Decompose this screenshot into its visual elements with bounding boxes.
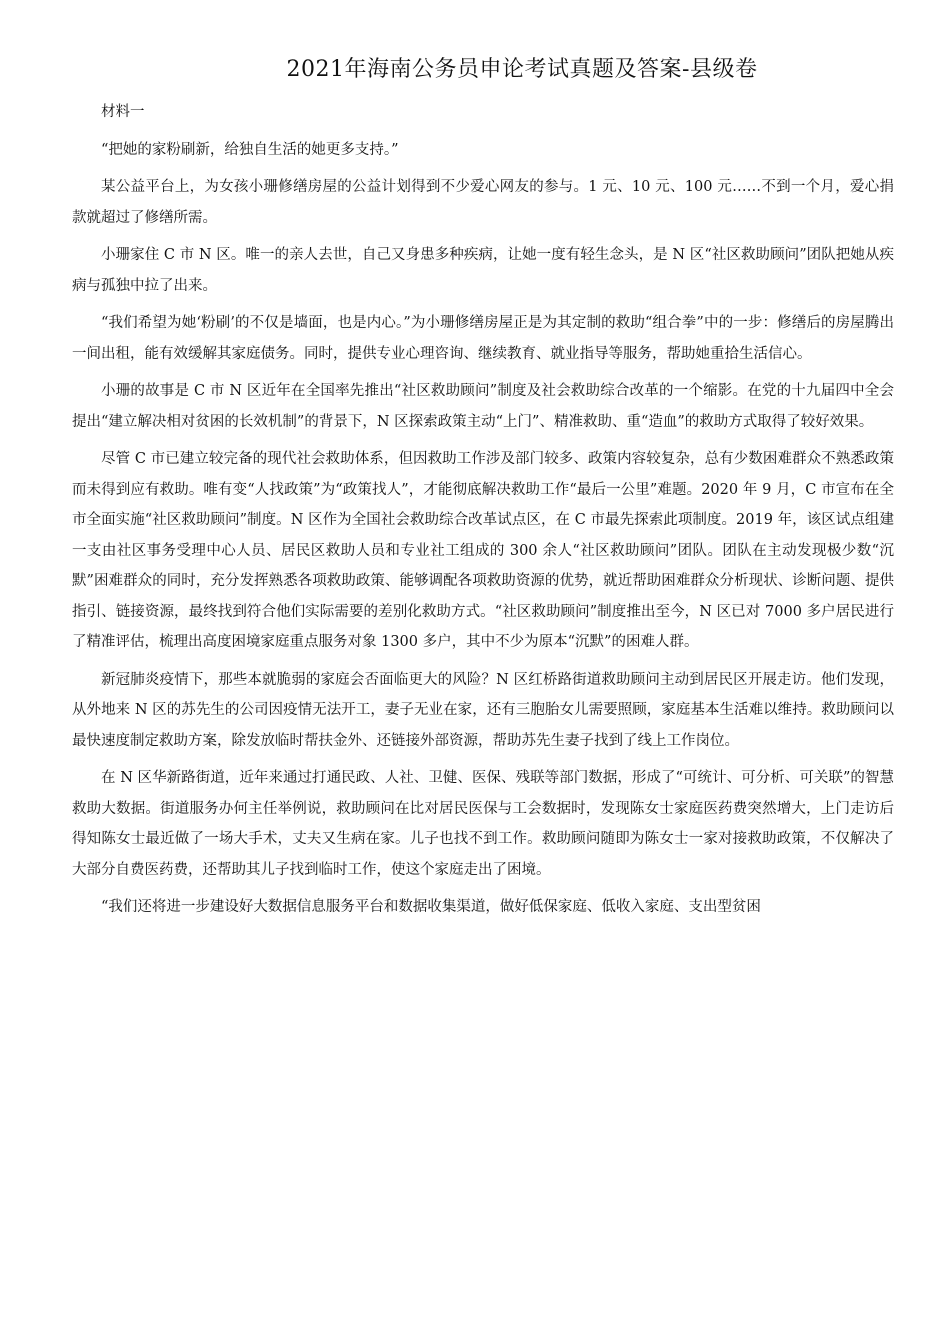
paragraph: 新冠肺炎疫情下，那些本就脆弱的家庭会否面临更大的风险？N 区红桥路街道救助顾问主动到居民区开展走访。他们发现，从外地来 N 区的苏先生的公司因疫情无法开工，妻子无业在家，还有三胞胎女儿需要照顾，家庭基本生活难以维持。救助顾问以最快速度制定救助方案，除发放临时帮扶金外、还链接外部资源，帮助苏先生妻子找到了线上工作岗位。 <box>72 671 894 749</box>
paragraph: “把她的家粉刷新，给独自生活的她更多支持。” <box>101 141 399 158</box>
document-body <box>72 97 894 923</box>
document-title: 2021年海南公务员申论考试真题及答案-县级卷 <box>286 57 758 82</box>
paragraph: “我们还将进一步建设好大数据信息服务平台和数据收集渠道，做好低保家庭、低收入家庭、支出型贫困 <box>101 899 761 915</box>
paragraph: 在 N 区华新路街道，近年来通过打通民政、人社、卫健、医保、残联等部门数据，形成了“可统计、可分析、可关联”的智慧救助大数据。街道服务办何主任举例说，救助顾问在比对居民医保与工会数据时，发现陈女士家庭医药费突然增大，上门走访后得知陈女士最近做了一场大手术，丈夫又生病在家。儿子也找不到工作。救助顾问随即为陈女士一家对接救助政策，不仅解决了大部分自费医药费，还帮助其儿子找到临时工作，使这个家庭走出了困境。 <box>72 770 894 878</box>
section-label: 材料一 <box>101 104 145 120</box>
paragraph: 小珊家住 C 市 N 区。唯一的亲人去世，自己又身患多种疾病，让她一度有轻生念头，是 N 区“社区救助顾问”团队把她从疾病与孤独中拉了出来。 <box>72 247 894 294</box>
paragraph: 尽管 C 市已建立较完备的现代社会救助体系，但因救助工作涉及部门较多、政策内容较复杂，总有少数困难群众不熟悉政策而未得到应有救助。唯有变“人找政策”为“政策找人”，才能彻底解决救助工作“最后一公里”难题。2020 年 9 月，C 市宣布在全市全面实施“社区救助顾问”制度。N 区作为全国社会救助综合改革试点区，在 C 市最先探索此项制度。2019 年，该区试点组建一支由社区事务受理中心人员、居民区救助人员和专业社工组成的 300 余人“社区救助顾问”团队。团队在主动发现极少数“沉默”困难群众的同时，充分发挥熟悉各项救助政策、能够调配各项救助资源的优势，就近帮助困难群众分析现状、诊断问题、提供指引、链接资源，最终找到符合他们实际需要的差别化救助方式。“社区救助顾问”制度推出至今，N 区已对 7000 多户居民进行了精准评估，梳理出高度困境家庭重点服务对象 1300 多户，其中不少为原本“沉默”的困难人群。 <box>72 451 894 650</box>
paragraph: 小珊的故事是 C 市 N 区近年在全国率先推出“社区救助顾问”制度及社会救助综合改革的一个缩影。在党的十九届四中全会提出“建立解决相对贫困的长效机制”的背景下，N 区探索政策主动“上门”、精准救助、重“造血”的救助方式取得了较好效果。 <box>72 383 894 430</box>
paragraph: 某公益平台上，为女孩小珊修缮房屋的公益计划得到不少爱心网友的参与。1 元、10 元、100 元……不到一个月，爱心捐款就超过了修缮所需。 <box>72 179 894 226</box>
paragraph: “我们希望为她‘粉刷’的不仅是墙面，也是内心。”为小珊修缮房屋正是为其定制的救助“组合拳”中的一步：修缮后的房屋腾出一间出租，能有效缓解其家庭债务。同时，提供专业心理咨询、继续教育、就业指导等服务，帮助她重拾生活信心。 <box>72 315 894 362</box>
